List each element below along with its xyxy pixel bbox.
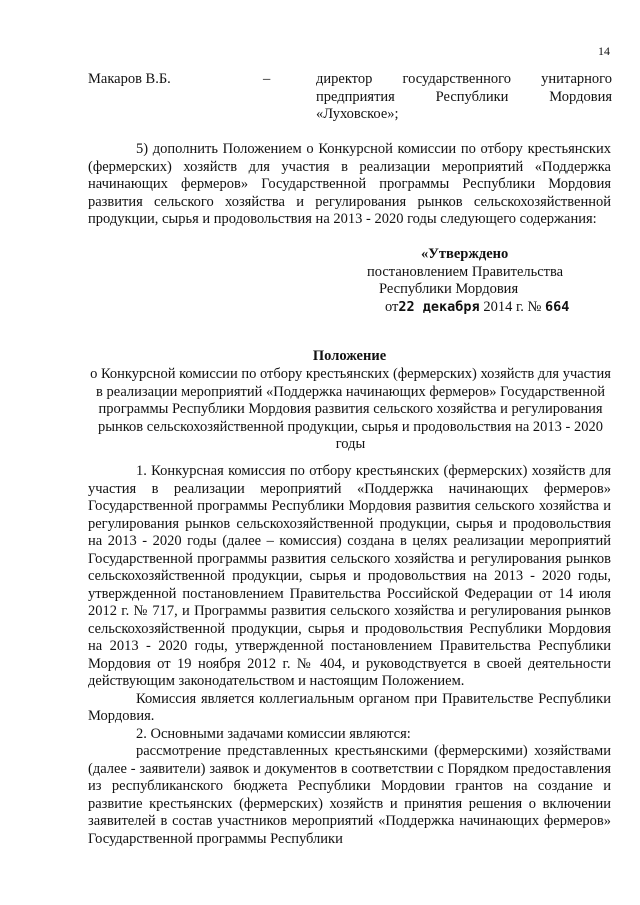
approved-republic-line: Республики Мордовия <box>379 281 519 297</box>
approved-by-line: постановлением Правительства <box>367 263 564 280</box>
approved-heading: «Утверждено <box>421 246 509 262</box>
member-name: Макаров В.Б. <box>88 71 171 87</box>
approved-date-handwritten: 22 декабря <box>398 298 480 315</box>
page-number: 14 <box>598 44 610 58</box>
item-5-paragraph: 5) дополнить Положением о Конкурсной комиссии по отбору крестьянских (фермерских) хозяйств для участия в реализации мероприятий «Поддержка начинающих фермеров» Государственной программы Республики Мордовия развития сельского хозяйства и регулирования рынков сельскохозяйственной продукции, сырья и продовольствия на 2013 - 2020 годы следующего содержания: <box>88 141 611 227</box>
regulation-title: Положение <box>312 348 387 364</box>
member-dash: – <box>263 71 271 87</box>
regulation-body <box>88 463 611 848</box>
approved-number-handwritten: 664 <box>544 298 570 315</box>
approved-year: 2014 г. № <box>483 298 542 315</box>
body-paragraph-4: рассмотрение представленных крестьянскими (фермерскими) хозяйствами (далее - заявители) заявок и документов в соответствии с Порядком предоставления из республиканского бюджета Республики Мордовии грантов на создание и развитие крестьянских (фермерских) хозяйств и принятия решения о включении заявителей в состав участников мероприятий «Поддержка начинающих фермеров» Государственной программы Республики <box>88 743 611 847</box>
approved-date-prefix: от <box>385 298 399 315</box>
approved-date-line <box>385 299 607 317</box>
member-role: директор государственного унитарного предприятия Республики Мордовия «Луховское»; <box>316 71 612 122</box>
body-paragraph-1: 1. Конкурсная комиссия по отбору крестьянских (фермерских) хозяйств для участия в реализации мероприятий «Поддержка начинающих фермеров» Государственной программы Республики Мордовия развития сельского хозяйства и регулирования рынков сельскохозяйственной продукции, сырья и продовольствия на 2013 - 2020 годы (далее – комиссия) создана в целях реализации мероприятий Государственной программы развития сельского хозяйства и регулирования рынков сельскохозяйственной продукции, сырья и продовольствия на 2013 - 2020 годы, утвержденной постановлением Правительства Российской Федерации от 14 июля 2012 г. № 717, и Программы развития сельского хозяйства и регулирования рынков сельскохозяйственной продукции, сырья и продовольствия Республики Мордовия на 2013 - 2020 годы, утвержденной постановлением Правительства Республики Мордовия от 19 ноября 2012 г. № 404, и руководствуется в своей деятельности действующим законодательством и настоящим Положением. <box>88 463 611 689</box>
body-paragraph-3: 2. Основными задачами комиссии являются: <box>136 725 411 742</box>
regulation-subtitle: о Конкурсной комиссии по отбору крестьянских (фермерских) хозяйств для участия в реализации мероприятий «Поддержка начинающих фермеров» Государственной программы Республики Мордовия развития сельского хозяйства и регулирования рынков сельскохозяйственной продукции, сырья и продовольствия на 2013 - 2020 годы <box>90 366 611 452</box>
approval-stamp-block <box>367 246 607 316</box>
body-paragraph-2: Комиссия является коллегиальным органом при Правительстве Республики Мордовия. <box>88 690 611 724</box>
